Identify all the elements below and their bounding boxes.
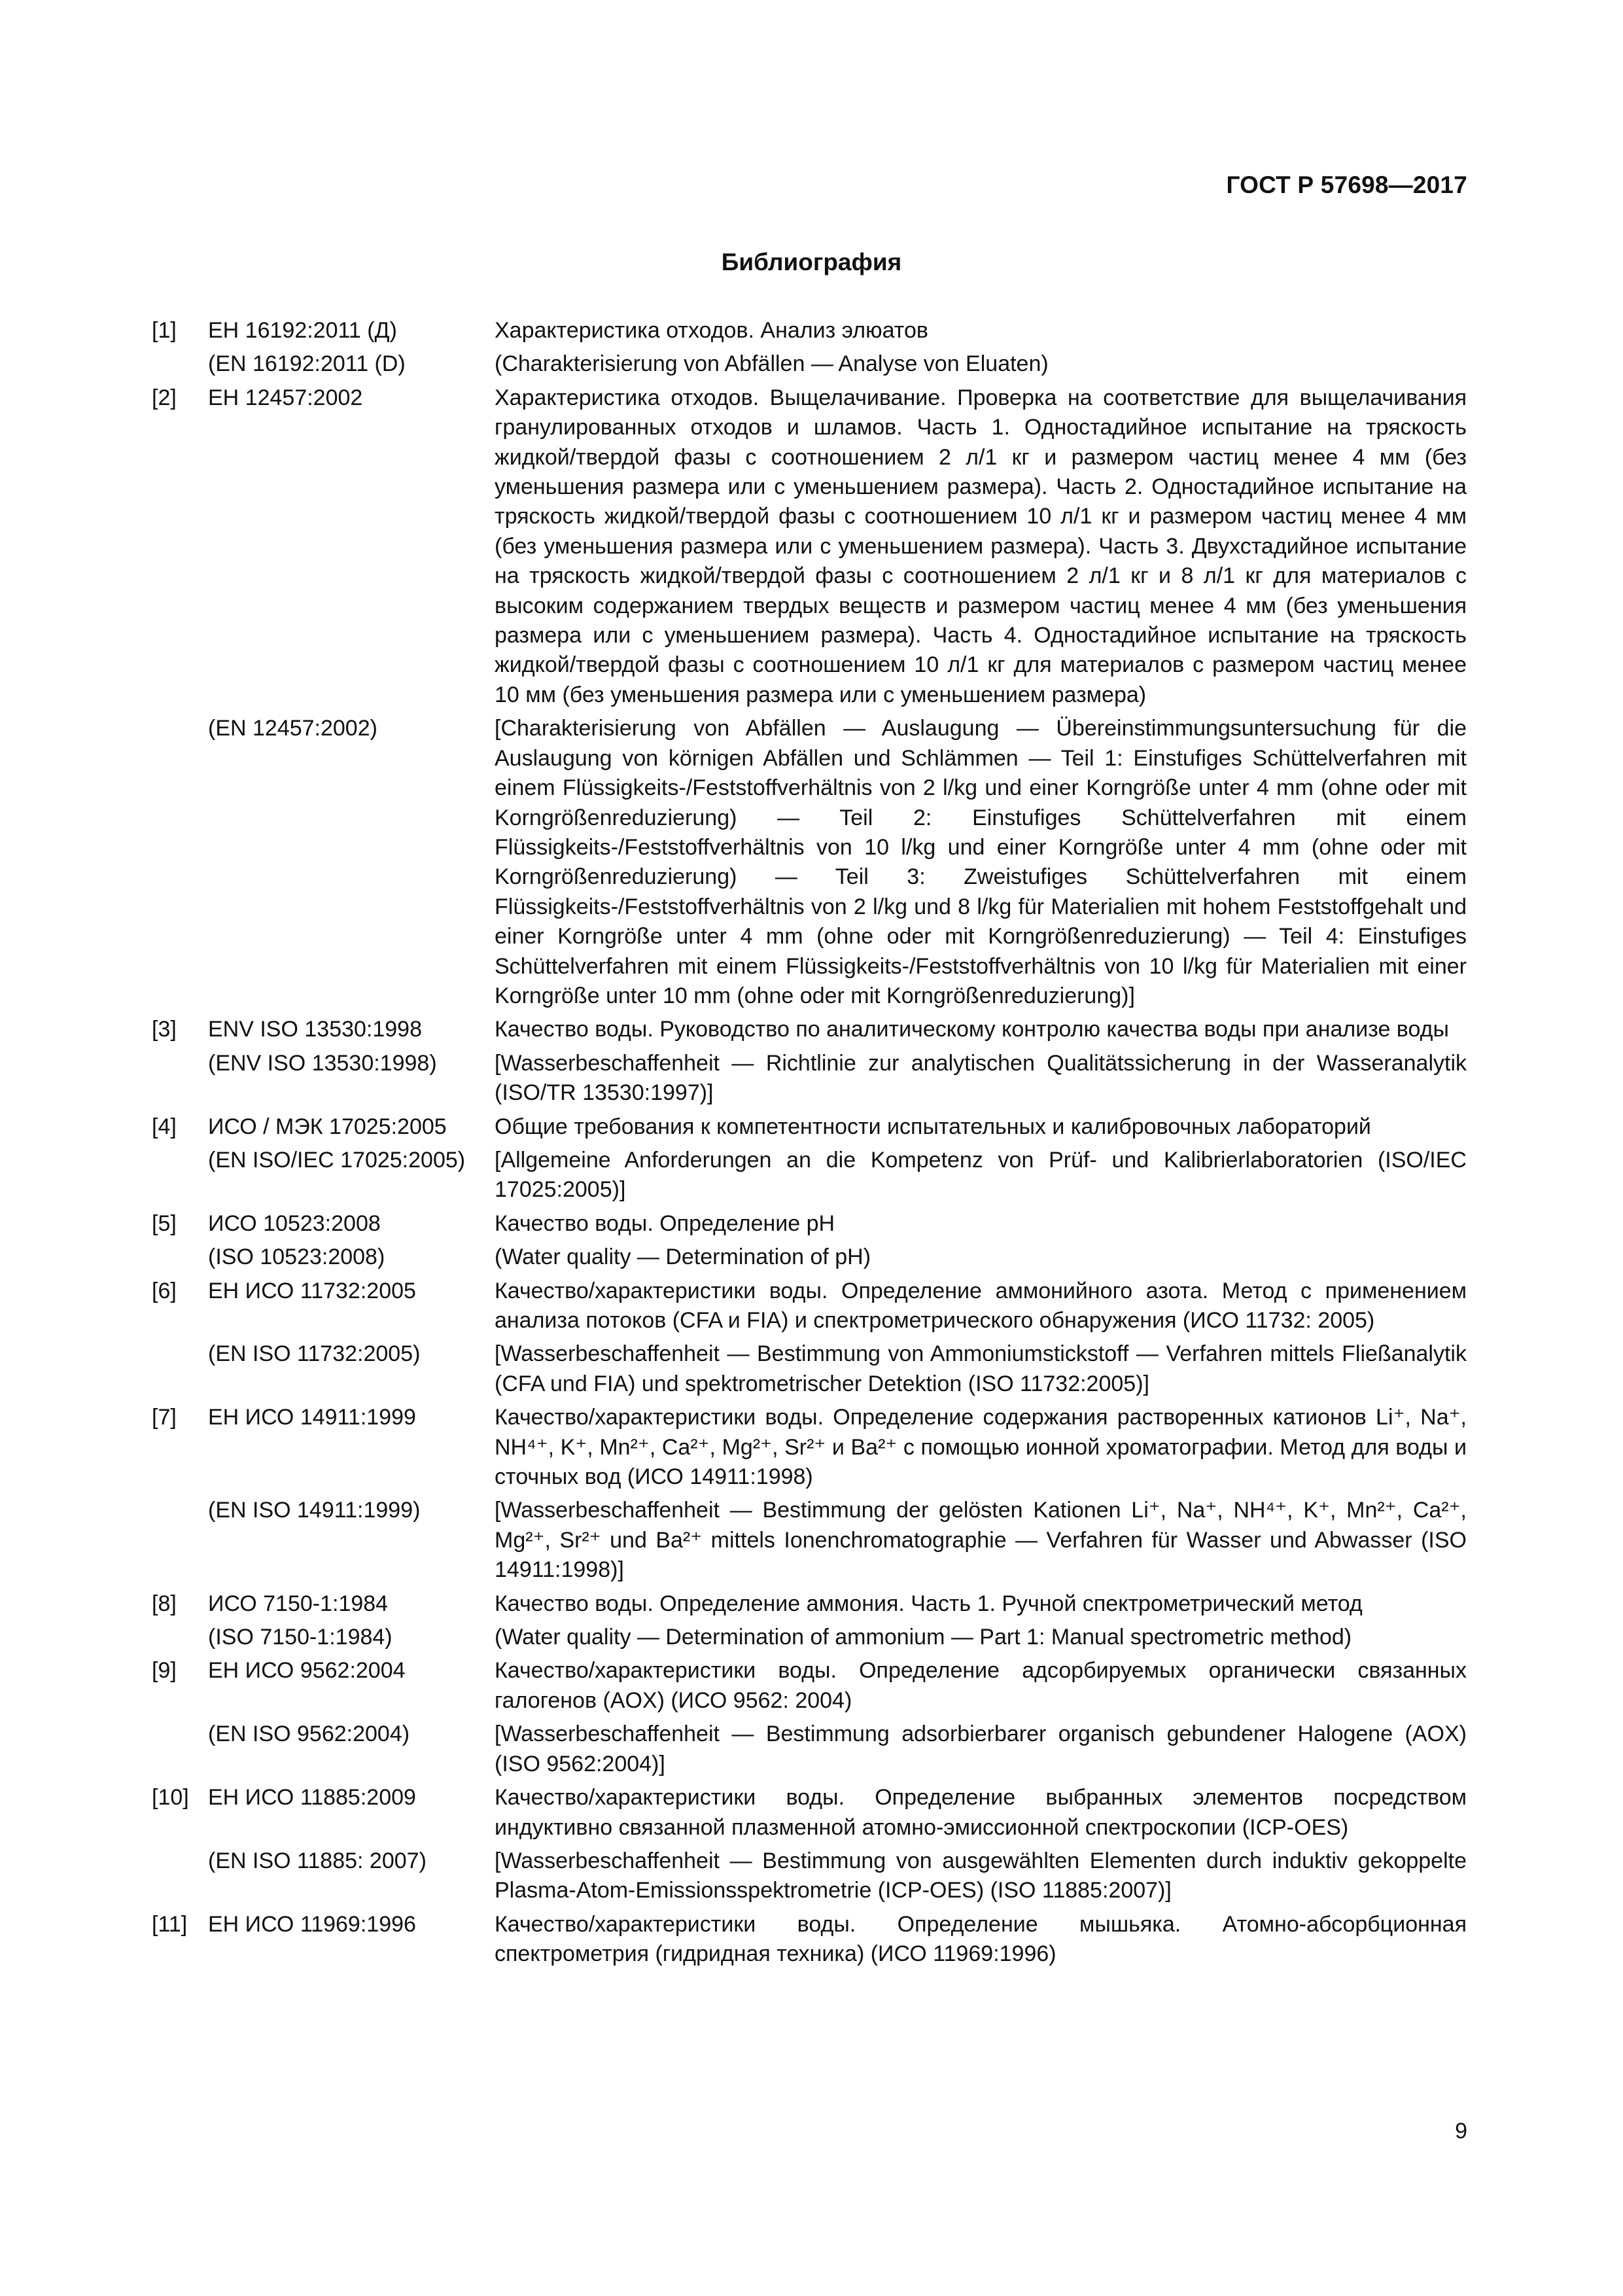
bibliography-entry	[152, 1846, 1467, 1906]
bibliography-entry	[152, 1656, 1467, 1716]
entry-description: [Wasserbeschaffenheit — Bestimmung von ausgewählten Elementen durch induktiv gekoppelte Plasma-Atom-Emissionsspektrometrie (ICP-OES) (ISO 11885:2007)]	[495, 1848, 1467, 1903]
entry-code: (EN 12457:2002)	[208, 716, 377, 741]
entry-description: Качество/характеристики воды. Определение содержания растворенных катионов Li⁺, Na⁺, NH⁴⁺, K⁺, Mn²⁺, Ca²⁺, Mg²⁺, Sr²⁺ и Ba²⁺ с помощью ионной хроматографии. Метод для воды и сточных вод (ИСО 14911:1998)	[495, 1405, 1467, 1490]
entry-code: ЕН ИСО 11885:2009	[208, 1785, 416, 1810]
entry-code: ЕН ИСО 9562:2004	[208, 1658, 406, 1684]
bibliography-entry	[152, 1015, 1467, 1044]
bibliography-entry	[152, 1910, 1467, 1969]
bibliography-entry	[152, 1589, 1467, 1619]
entry-number: [8]	[152, 1591, 177, 1616]
entry-description: Характеристика отходов. Выщелачивание. Проверка на соответствие для выщелачивания гранулированных отходов и шламов. Часть 1. Одностадийное испытание на тряскость жидкой/твердой фазы с соотношением 2 л/1 кг и размером частиц менее 4 мм (без уменьшения размера или с уменьшением размера). Часть 2. Одностадийное испытание на тряскость жидкой/твердой фазы с соотношением 10 л/1 кг и размером частиц менее 4 мм (без уменьшения размера или с уменьшением размера). Часть 3. Двухстадийное испытание на тряскость жидкой/твердой фазы с соотношением 2 л/1 кг и 8 л/1 кг для материалов с высоким содержанием твердых веществ и размером частиц менее 4 мм (без уменьшения размера или с уменьшением размера). Часть 4. Одностадийное испытание на тряскость жидкой/твердой фазы с соотношением 10 л/1 кг для материалов с размером частиц менее 10 мм (без уменьшения размера или с уменьшением размера)	[495, 385, 1467, 707]
bibliography-entry	[152, 1112, 1467, 1142]
entry-code: (EN ISO 14911:1999)	[208, 1498, 421, 1523]
entry-description: [Charakterisierung von Abfällen — Auslaugung — Übereinstimmungsuntersuchung für die Auslaugung von körnigen Abfällen und Schlämmen — Teil 1: Einstufiges Schüttelverfahren mit einem Flüssigkeits-/Feststoffverhältnis von 2 l/kg und einer Korngröße unter 4 mm (ohne oder mit Korngrößenreduzierung) — Teil 2: Einstufiges Schüttelverfahren mit einem Flüssigkeits-/Feststoffverhältnis von 10 l/kg und einer Korngröße unter 4 mm (ohne oder mit Korngrößenreduzierung) — Teil 3: Zweistufiges Schüttelverfahren mit einem Flüssigkeits-/Feststoffverhältnis von 2 l/kg und 8 l/kg für Materialien mit hohem Feststoffgehalt und einer Korngröße unter 4 mm (ohne oder mit Korngrößenreduzierung) — Teil 4: Einstufiges Schüttelverfahren mit einem Flüssigkeits-/Feststoffverhältnis von 10 l/kg für Materialien mit einer Korngröße unter 10 mm (ohne oder mit Korngrößenreduzierung)]	[495, 716, 1467, 1008]
entry-code: (ISO 10523:2008)	[208, 1245, 385, 1270]
entry-number: [2]	[152, 385, 177, 410]
entry-number: [11]	[152, 1911, 188, 1937]
entry-description: (Water quality — Determination of ammonium — Part 1: Manual spectrometric method)	[495, 1625, 1352, 1650]
bibliography-list	[152, 316, 1467, 1973]
entry-code: ЕН 16192:2011 (Д)	[208, 318, 397, 343]
entry-code: (ISO 7150-1:1984)	[208, 1625, 393, 1650]
entry-code: ИСО 10523:2008	[208, 1210, 381, 1236]
entry-number: [1]	[152, 318, 177, 343]
bibliography-entry	[152, 1720, 1467, 1779]
entry-code: (EN ISO/IEC 17025:2005)	[208, 1147, 466, 1173]
page-number: 9	[1455, 2119, 1467, 2144]
bibliography-entry	[152, 1496, 1467, 1585]
entry-description: [Wasserbeschaffenheit — Bestimmung adsorbierbarer organisch gebundener Halogene (AOX) (ISO 9562:2004)]	[495, 1722, 1467, 1776]
entry-description: (Charakterisierung von Abfällen — Analyse von Eluaten)	[495, 351, 1049, 377]
entry-code: (EN ISO 11732:2005)	[208, 1341, 421, 1367]
bibliography-entry	[152, 1623, 1467, 1652]
bibliography-entry	[152, 714, 1467, 1011]
bibliography-entry	[152, 1049, 1467, 1108]
entry-code: ИСО 7150-1:1984	[208, 1591, 389, 1616]
entry-number: [4]	[152, 1114, 177, 1139]
entry-code: ENV ISO 13530:1998	[208, 1017, 423, 1042]
bibliography-entry	[152, 1339, 1467, 1399]
entry-code: ЕН ИСО 11732:2005	[208, 1278, 416, 1303]
entry-code: ЕН 12457:2002	[208, 385, 363, 410]
entry-number: [9]	[152, 1658, 177, 1684]
bibliography-entry	[152, 1243, 1467, 1272]
entry-code: (EN ISO 9562:2004)	[208, 1722, 410, 1747]
entry-description: (Water quality — Determination of pH)	[495, 1245, 871, 1270]
entry-number: [10]	[152, 1785, 189, 1810]
entry-description: Качество/характеристики воды. Определение адсорбируемых органически связанных галогенов (AOX) (ИСО 9562: 2004)	[495, 1658, 1467, 1713]
entry-number: [6]	[152, 1278, 177, 1303]
entry-description: Качество воды. Определение pH	[495, 1210, 835, 1236]
entry-code: ЕН ИСО 14911:1999	[208, 1405, 416, 1430]
entry-description: [Wasserbeschaffenheit — Bestimmung der gelösten Kationen Li⁺, Na⁺, NH⁴⁺, K⁺, Mn²⁺, Ca²⁺, Mg²⁺, Sr²⁺ und Ba²⁺ mittels Ionenchromatographie — Verfahren für Wasser und Abwasser (ISO 14911:1998)]	[495, 1498, 1467, 1583]
entry-description: Качество воды. Определение аммония. Часть 1. Ручной спектрометрический метод	[495, 1591, 1363, 1616]
entry-description: [Wasserbeschaffenheit — Bestimmung von Ammoniumstickstoff — Verfahren mittels Fließanalytik (CFA und FIA) und spektrometrischer Detektion (ISO 11732:2005)]	[495, 1341, 1467, 1396]
entry-code: (EN 16192:2011 (D)	[208, 351, 406, 377]
entry-description: Качество/характеристики воды. Определение аммонийного азота. Метод с применением анализа потоков (CFA и FIA) и спектрометрического обнаружения (ИСО 11732: 2005)	[495, 1278, 1467, 1333]
bibliography-entry	[152, 1146, 1467, 1205]
entry-number: [3]	[152, 1017, 177, 1042]
entry-description: Характеристика отходов. Анализ элюатов	[495, 318, 928, 343]
entry-code: (ENV ISO 13530:1998)	[208, 1050, 437, 1076]
page-title: Библиография	[721, 249, 902, 275]
entry-code: ИСО / МЭК 17025:2005	[208, 1114, 447, 1139]
entry-description: [Wasserbeschaffenheit — Richtlinie zur analytischen Qualitätssicherung in der Wasseranalytik (ISO/TR 13530:1997)]	[495, 1050, 1467, 1106]
entry-description: Общие требования к компетентности испытательных и калибровочных лабораторий	[495, 1114, 1371, 1139]
entry-description: [Allgemeine Anforderungen an die Kompetenz von Prüf- und Kalibrierlaboratorien (ISO/IEC 17025:2005)]	[495, 1147, 1467, 1203]
entry-description: Качество/характеристики воды. Определение выбранных элементов посредством индуктивно связанной плазменной атомно-эмиссионной спектроскопии (ICP-OES)	[495, 1785, 1467, 1840]
entry-number: [5]	[152, 1210, 177, 1236]
entry-number: [7]	[152, 1405, 177, 1430]
bibliography-entry	[152, 349, 1467, 379]
bibliography-entry	[152, 316, 1467, 345]
entry-code: ЕН ИСО 11969:1996	[208, 1911, 416, 1937]
bibliography-entry	[152, 1403, 1467, 1492]
document-code: ГОСТ Р 57698—2017	[1226, 171, 1467, 198]
bibliography-entry	[152, 1783, 1467, 1843]
bibliography-entry	[152, 1277, 1467, 1336]
bibliography-entry	[152, 383, 1467, 710]
entry-code: (EN ISO 11885: 2007)	[208, 1848, 427, 1873]
bibliography-entry	[152, 1209, 1467, 1239]
entry-description: Качество/характеристики воды. Определение мышьяка. Атомно-абсорбционная спектрометрия (гидридная техника) (ИСО 11969:1996)	[495, 1911, 1467, 1967]
entry-description: Качество воды. Руководство по аналитическому контролю качества воды при анализе воды	[495, 1017, 1449, 1042]
